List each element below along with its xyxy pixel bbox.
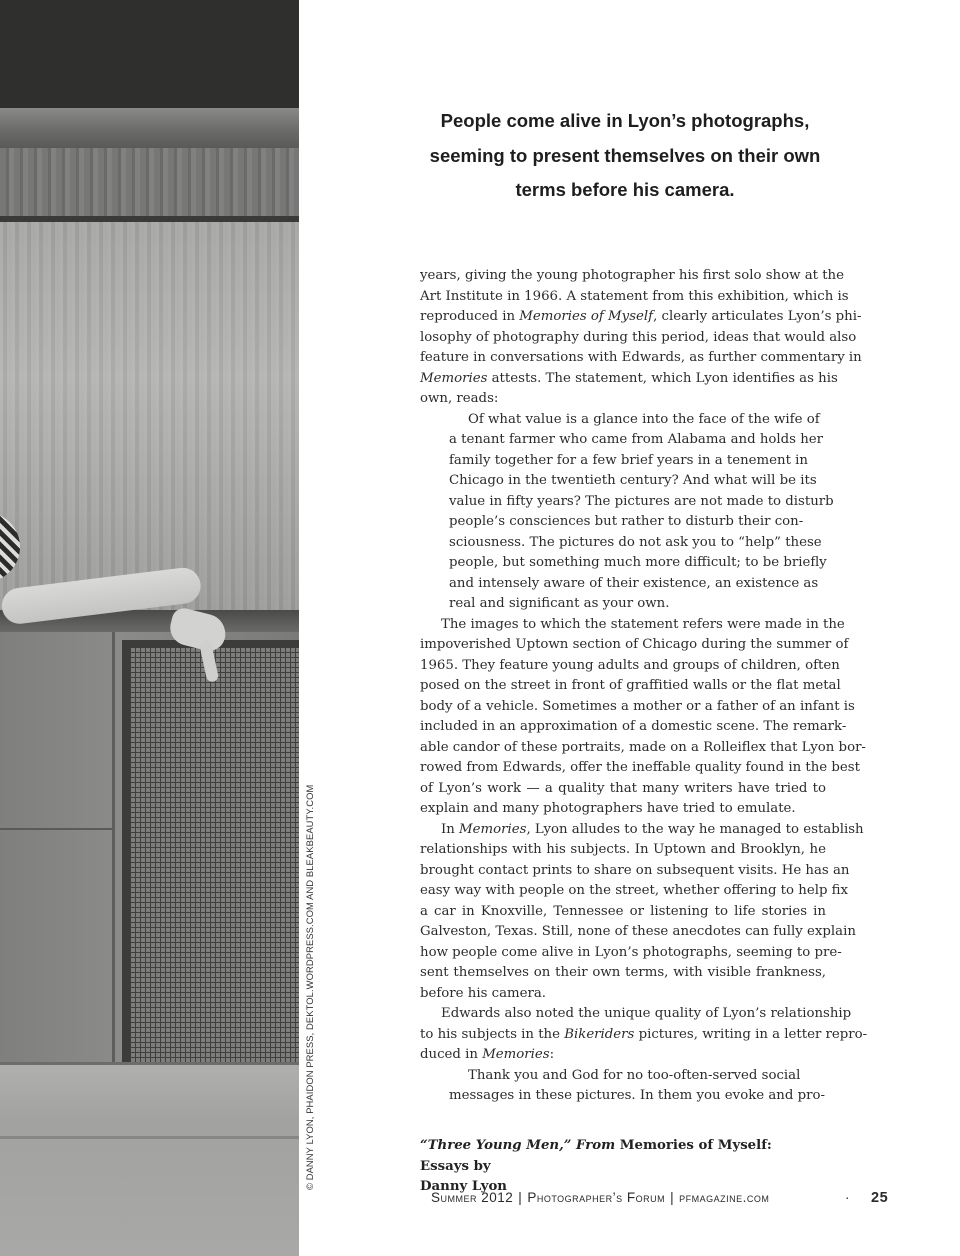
article-line: impoverished Uptown section of Chicago during the summer of — [420, 637, 849, 652]
article-line: value in fifty years? The pictures are not made to disturb — [449, 493, 834, 509]
photo-ledge — [0, 108, 299, 148]
page-number: 25 — [871, 1190, 889, 1206]
photo-stone-wall — [0, 222, 299, 610]
article-line: Thank you and God for no too-often-served social — [468, 1067, 801, 1083]
article-line: relationships with his subjects. In Uptown and Brooklyn, he — [420, 842, 826, 857]
footer-issue: Summer 2012 — [431, 1190, 514, 1205]
article-line: Of what value is a glance into the face of the wife of — [468, 411, 820, 427]
article-line: sciousness. The pictures do not ask you to “help” these — [449, 534, 822, 550]
article-line: messages in these pictures. In them you evoke and pro- — [449, 1088, 825, 1103]
article-line: people’s consciences but rather to disturb their con- — [449, 514, 804, 529]
article-line: a tenant farmer who came from Alabama and holds her — [449, 432, 824, 447]
photo-base-line — [0, 1062, 299, 1065]
article-line: Chicago in the twentieth century? And what will be its — [449, 473, 817, 488]
article-line: Edwards also noted the unique quality of Lyon’s relationship — [441, 1006, 852, 1021]
pull-quote — [390, 104, 860, 208]
article-line: body of a vehicle. Sometimes a mother or a father of an infant is — [420, 698, 855, 714]
article-line: In Memories, Lyon alludes to the way he managed to establish — [441, 821, 864, 837]
article-line: Galveston, Texas. Still, none of these anecdotes can fully explain — [420, 924, 856, 939]
photo-credit: © DANNY LYON, PHAIDON PRESS, DEKTOL.WORDPRESS.COM AND BLEAKBEAUTY.COM — [304, 784, 315, 1190]
article-line: losophy of photography during this period, ideas that would also — [420, 329, 857, 345]
photo-cornice — [0, 148, 299, 216]
article-line: a car in Knoxville, Tennessee or listening to life stories in — [420, 903, 826, 919]
article-line: family together for a few brief years in a tenement in — [449, 452, 808, 468]
article-line: Memories attests. The statement, which Lyon identifies as his — [420, 370, 838, 386]
photograph — [0, 0, 299, 1256]
photo-dark-window — [0, 0, 299, 108]
article-line: real and significant as your own. — [449, 596, 670, 611]
footer-separator: | — [518, 1190, 523, 1205]
article-line: explain and many photographers have tried to emulate. — [420, 801, 796, 816]
pull-quote-line: People come alive in Lyon’s photographs, — [440, 110, 810, 131]
footer-publication: Photographer’s Forum — [527, 1190, 666, 1205]
article-line: easy way with people on the street, whether offering to help fix — [420, 883, 849, 898]
photo-stone-base — [0, 1062, 299, 1256]
footer-bullet: · — [845, 1190, 850, 1205]
caption-author: Danny Lyon — [420, 1179, 507, 1194]
photo-base-line — [0, 1136, 299, 1139]
pull-quote-line: terms before his camera. — [515, 179, 735, 200]
article-line: of Lyon’s work — a quality that many writers have tried to — [420, 780, 826, 796]
article-line: duced in Memories: — [420, 1047, 555, 1062]
article-line: feature in conversations with Edwards, as further commentary in — [420, 350, 862, 365]
article-line: included in an approximation of a domestic scene. The remark- — [420, 719, 847, 734]
article-line: reproduced in Memories of Myself, clearly articulates Lyon’s phi- — [420, 309, 862, 324]
article-line: people, but something much more difficult; to be briefly — [449, 555, 827, 570]
article-line: posed on the street in front of graffitied walls or the flat metal — [420, 678, 841, 693]
photo-caption — [420, 1136, 820, 1198]
article-line: 1965. They feature young adults and groups of children, often — [420, 657, 840, 673]
article-line: and intensely aware of their existence, an existence as — [449, 575, 819, 591]
article-line: before his camera. — [420, 985, 546, 1001]
article-line: years, giving the young photographer his first solo show at the — [420, 268, 844, 283]
footer-separator: | — [670, 1190, 675, 1205]
caption-title: “Three Young Men,” From — [420, 1138, 616, 1153]
photo-window-grate — [122, 640, 299, 1078]
article-line: to his subjects in the Bikeriders pictures, writing in a letter repro- — [420, 1026, 868, 1042]
article-line: brought contact prints to share on subsequent visits. He has an — [420, 862, 850, 878]
article-line: rowed from Edwards, offer the ineffable quality found in the best — [420, 760, 860, 775]
article-line: The images to which the statement refers were made in the — [441, 616, 845, 632]
footer-website: pfmagazine.com — [679, 1190, 770, 1205]
article-line: able candor of these portraits, made on a Rolleiflex that Lyon bor- — [420, 739, 866, 755]
caption-book: Memories of Myself: Essays by — [420, 1138, 772, 1174]
article-line: sent themselves on their own terms, with visible frankness, — [420, 965, 826, 980]
article-body — [420, 266, 868, 1107]
photo-panel-line — [0, 828, 112, 830]
page-footer — [431, 1190, 891, 1212]
article-line: how people come alive in Lyon’s photographs, seeming to pre- — [420, 944, 842, 960]
photo-panel-edge — [112, 632, 115, 1062]
article-line: Art Institute in 1966. A statement from this exhibition, which is — [420, 288, 849, 304]
article-line: own, reads: — [420, 391, 499, 406]
pull-quote-line: seeming to present themselves on their own — [429, 144, 821, 166]
